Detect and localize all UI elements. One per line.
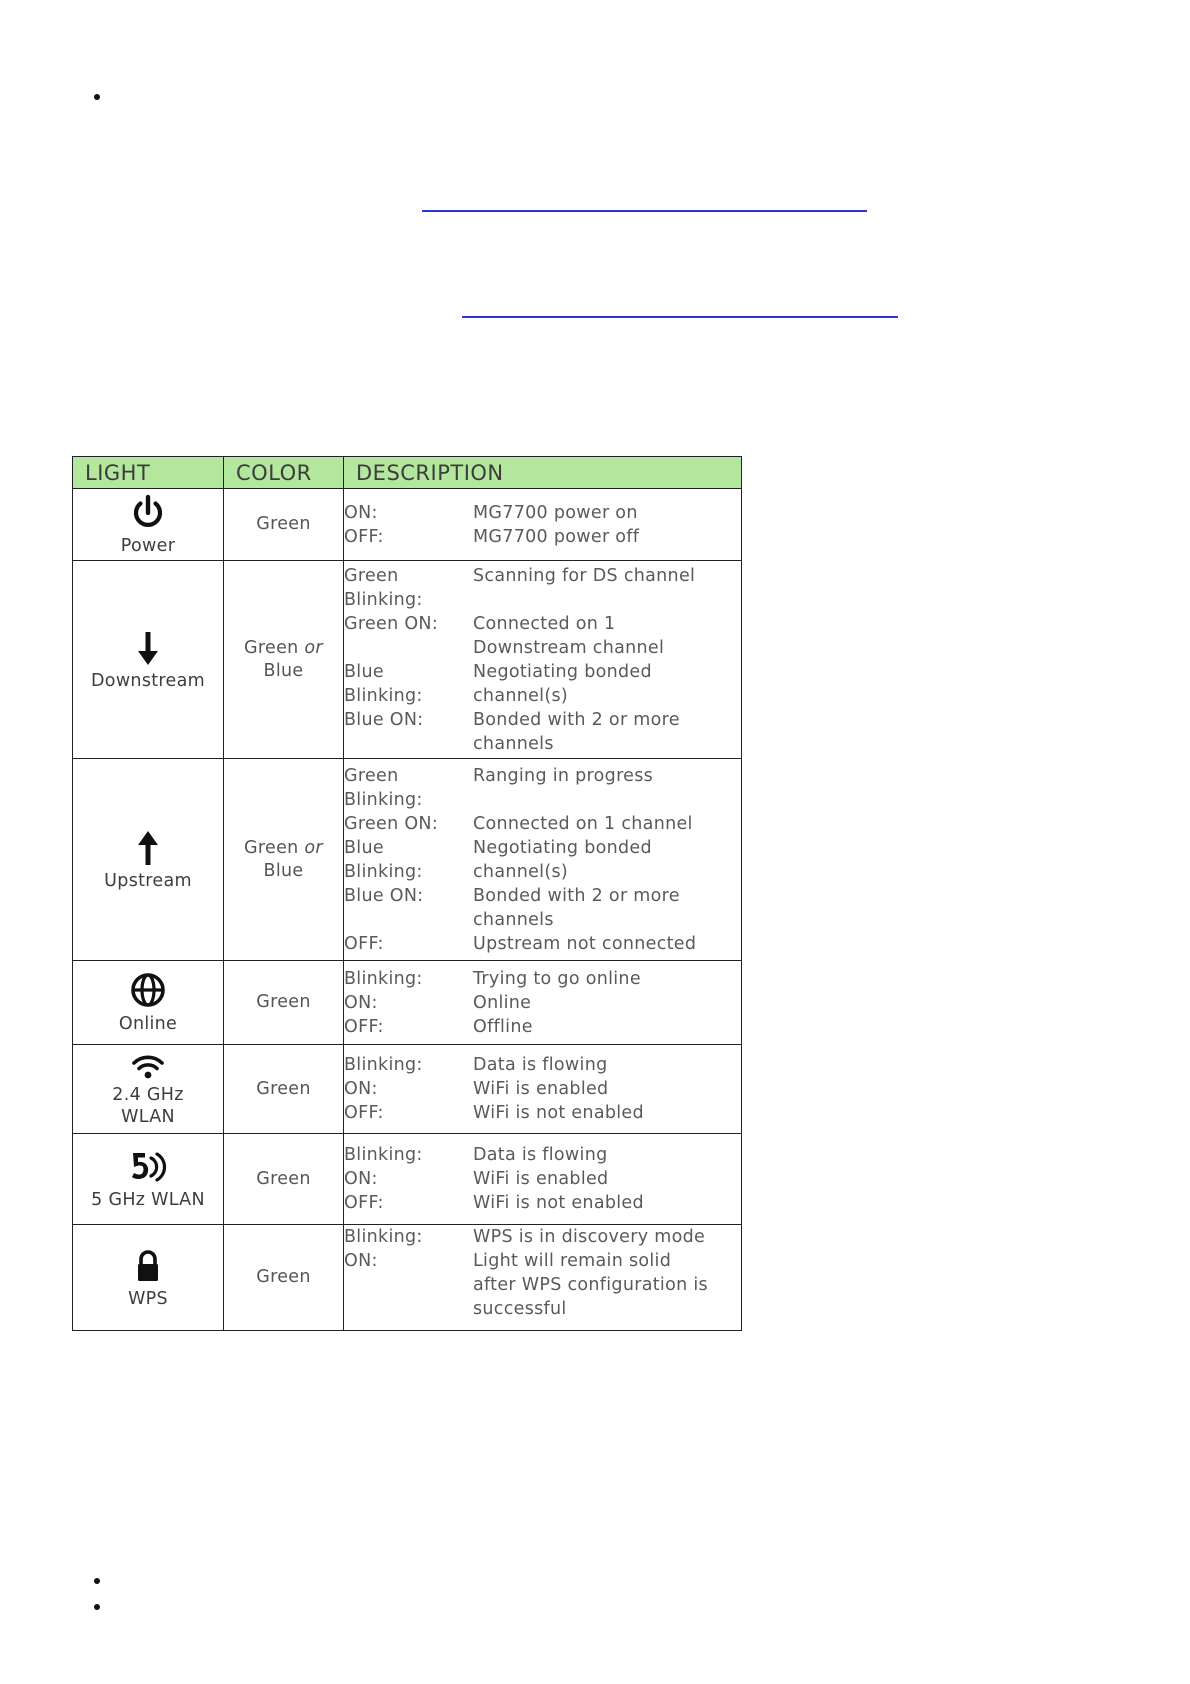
- state-meaning: Online: [473, 992, 532, 1013]
- state-meaning: Data is flowing: [473, 1055, 608, 1075]
- description-entry: [344, 660, 741, 708]
- description-entry: [344, 564, 741, 612]
- state-label: Blinking:: [344, 1145, 423, 1165]
- state-label: Blue ON:: [344, 885, 424, 906]
- state-meaning: Connected on 1 channel: [473, 813, 693, 834]
- color-cell: Green: [224, 1225, 344, 1331]
- state-meaning: WiFi is not enabled: [473, 1103, 644, 1123]
- state-meaning: Negotiating bonded channel(s): [473, 837, 652, 882]
- color-or: or: [304, 637, 323, 658]
- table-row-power: [73, 489, 742, 561]
- five-ghz-icon: [128, 1147, 168, 1187]
- light-cell: [73, 489, 224, 561]
- description-cell: [344, 1225, 742, 1331]
- description-cell: [344, 961, 742, 1045]
- light-name: 2.4 GHz WLAN: [112, 1085, 184, 1127]
- lock-icon: [128, 1246, 168, 1286]
- description-cell: [344, 489, 742, 561]
- state-label: ON:: [344, 502, 378, 523]
- header-light: LIGHT: [73, 457, 224, 489]
- light-name: Downstream: [91, 670, 205, 691]
- state-label: ON:: [344, 1169, 378, 1189]
- color-cell: Green: [224, 961, 344, 1045]
- description-entry: [344, 932, 741, 956]
- header-description: DESCRIPTION: [344, 457, 742, 489]
- color-cell: [224, 759, 344, 961]
- table-row-upstream: [73, 759, 742, 961]
- light-name: Power: [120, 535, 176, 556]
- state-meaning: Negotiating bonded channel(s): [473, 661, 652, 706]
- state-label: ON:: [344, 1251, 378, 1271]
- state-meaning: WiFi is enabled: [473, 1079, 609, 1099]
- description-entry: [344, 525, 741, 549]
- header-color: COLOR: [224, 457, 344, 489]
- description-entry: [344, 1143, 741, 1167]
- state-label: Blinking:: [344, 968, 423, 989]
- state-label: Green Blinking:: [344, 565, 423, 610]
- state-label: OFF:: [344, 1103, 384, 1123]
- light-name: WPS: [128, 1288, 168, 1309]
- state-label: Blinking:: [344, 1055, 423, 1075]
- color-option: Green: [244, 837, 299, 858]
- state-label: Green ON:: [344, 813, 439, 834]
- description-entry: [344, 884, 741, 932]
- description-cell: [344, 1045, 742, 1134]
- state-meaning: Data is flowing: [473, 1145, 608, 1165]
- color-option: Blue: [263, 860, 304, 881]
- state-meaning: WPS is in discovery mode: [473, 1227, 706, 1247]
- description-entry: [344, 1077, 741, 1101]
- color-or: or: [304, 837, 323, 858]
- state-label: Green ON:: [344, 613, 439, 634]
- description-entry: [344, 812, 741, 836]
- hyperlink-underline[interactable]: [422, 210, 867, 212]
- state-meaning: MG7700 power on: [473, 502, 638, 523]
- description-entry: [344, 708, 741, 756]
- arrow-up-icon: [128, 828, 168, 868]
- light-name: Upstream: [104, 870, 192, 891]
- state-meaning: WiFi is enabled: [473, 1169, 609, 1189]
- state-meaning: Light will remain solid after WPS configuration is successful: [473, 1251, 708, 1319]
- description-cell: [344, 561, 742, 759]
- description-entry: [344, 764, 741, 812]
- description-entry: [344, 1249, 741, 1321]
- table-row-online: [73, 961, 742, 1045]
- table-row-wlan-24: [73, 1045, 742, 1134]
- light-cell: [73, 961, 224, 1045]
- led-status-table: [72, 456, 742, 1331]
- light-cell: [73, 1045, 224, 1134]
- state-label: Blinking:: [344, 1227, 423, 1247]
- state-meaning: WiFi is not enabled: [473, 1193, 644, 1213]
- state-meaning: Bonded with 2 or more channels: [473, 709, 680, 754]
- list-bullet: [94, 1604, 100, 1610]
- description-entry: [344, 1191, 741, 1215]
- list-bullet: [94, 1578, 100, 1584]
- color-cell: Green: [224, 1134, 344, 1225]
- description-entry: [344, 836, 741, 884]
- description-cell: [344, 1134, 742, 1225]
- table-row-wps: [73, 1225, 742, 1331]
- list-bullet: [94, 94, 100, 100]
- state-label: Blue Blinking:: [344, 837, 423, 882]
- color-cell: Green: [224, 489, 344, 561]
- color-cell: Green: [224, 1045, 344, 1134]
- state-meaning: MG7700 power off: [473, 526, 640, 547]
- state-label: Blue ON:: [344, 709, 424, 730]
- state-label: OFF:: [344, 933, 384, 954]
- state-meaning: Connected on 1 Downstream channel: [473, 613, 665, 658]
- description-entry: [344, 1015, 741, 1039]
- state-label: ON:: [344, 1079, 378, 1099]
- description-entry: [344, 1167, 741, 1191]
- description-entry: [344, 991, 741, 1015]
- description-cell: [344, 759, 742, 961]
- light-cell: [73, 759, 224, 961]
- power-icon: [128, 493, 168, 533]
- state-label: Green Blinking:: [344, 765, 423, 810]
- table-row-wlan-5: [73, 1134, 742, 1225]
- state-meaning: Scanning for DS channel: [473, 565, 696, 586]
- description-entry: [344, 1225, 741, 1249]
- color-option: Blue: [263, 660, 304, 681]
- light-cell: [73, 1134, 224, 1225]
- globe-icon: [128, 971, 168, 1011]
- wifi-icon: [128, 1050, 168, 1082]
- description-entry: [344, 501, 741, 525]
- state-meaning: Upstream not connected: [473, 933, 697, 954]
- light-name: 5 GHz WLAN: [91, 1190, 205, 1210]
- state-meaning: Bonded with 2 or more channels: [473, 885, 680, 930]
- color-option: Green: [244, 637, 299, 658]
- state-label: ON:: [344, 992, 378, 1013]
- state-meaning: Ranging in progress: [473, 765, 654, 786]
- table-row-downstream: [73, 561, 742, 759]
- state-meaning: Offline: [473, 1016, 533, 1037]
- description-entry: [344, 1053, 741, 1077]
- light-cell: [73, 1225, 224, 1331]
- description-entry: [344, 967, 741, 991]
- state-label: OFF:: [344, 526, 384, 547]
- light-name: Online: [118, 1013, 178, 1034]
- light-cell: [73, 561, 224, 759]
- state-meaning: Trying to go online: [473, 968, 641, 989]
- hyperlink-underline[interactable]: [462, 316, 898, 318]
- state-label: OFF:: [344, 1016, 384, 1037]
- description-entry: [344, 612, 741, 660]
- color-cell: [224, 561, 344, 759]
- description-entry: [344, 1101, 741, 1125]
- arrow-down-icon: [128, 628, 168, 668]
- table-header-row: [73, 457, 742, 489]
- state-label: OFF:: [344, 1193, 384, 1213]
- state-label: Blue Blinking:: [344, 661, 423, 706]
